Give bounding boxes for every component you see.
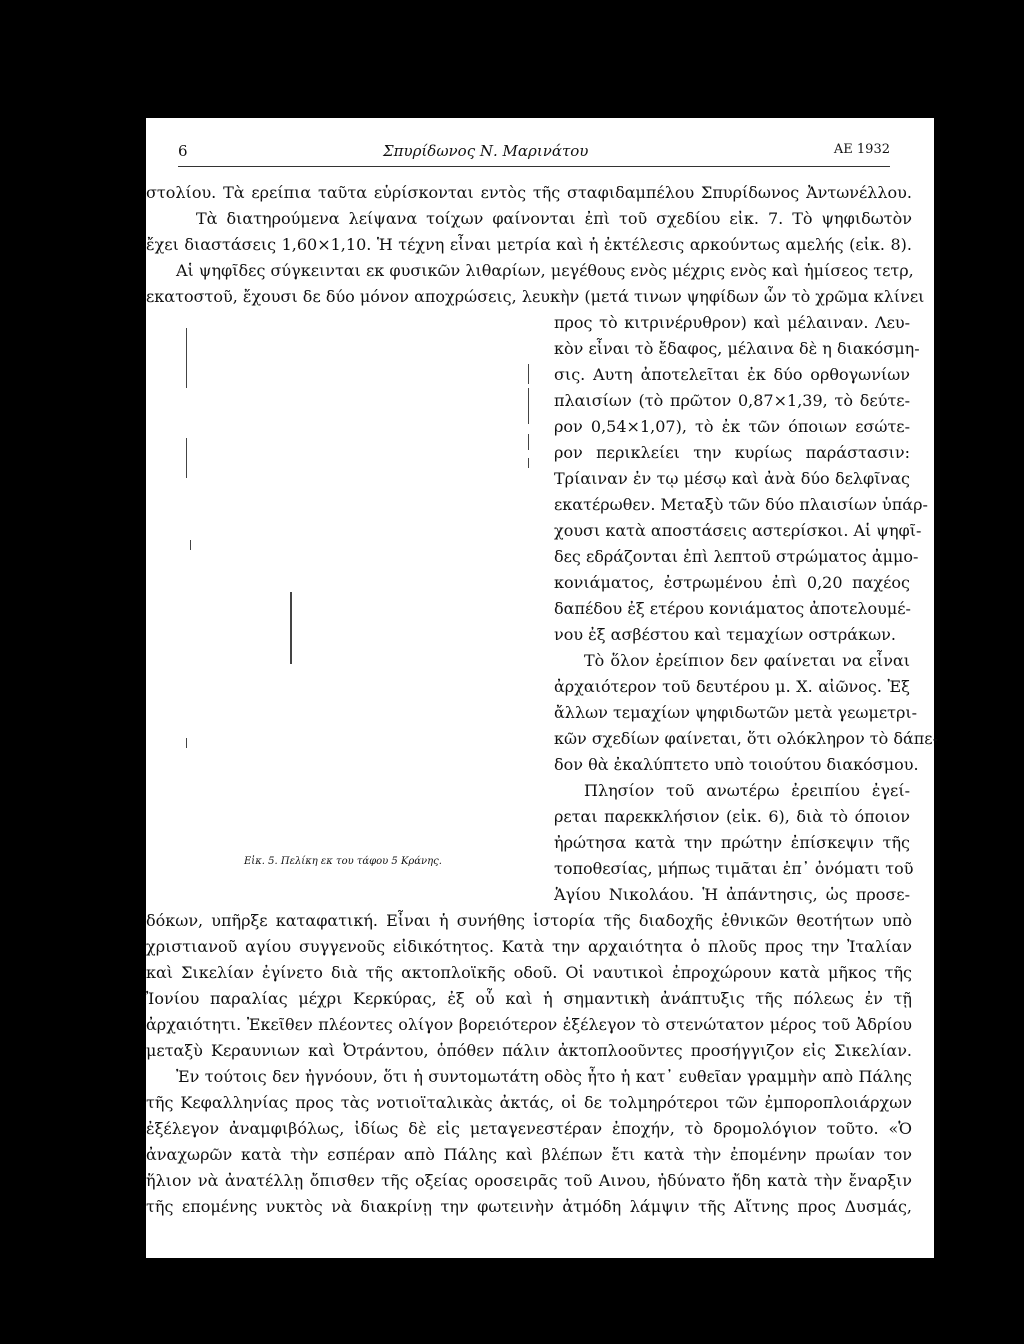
figure-mark — [186, 328, 187, 388]
text-line: δαπέδου ἐξ ετέρου κονιάματος ἀποτελουμέ- — [554, 599, 911, 618]
text-line: δες εδράζονται ἐπὶ λεπτοῦ στρώματος ἀμμο- — [554, 547, 919, 566]
text-line: δον θὰ ἐκαλύπτετο υπὸ τοιούτου διακόσμου. — [554, 755, 919, 774]
text-line: ἀναχωρῶν κατὰ τὴν εσπέραν απὸ Πάλης καὶ βλέπων ἔτι κατὰ τὴν ἐπομένην πρωίαν τον — [146, 1145, 912, 1164]
text-line: Τρίαιναν ἐν τῳ μέσῳ καὶ ἀνὰ δύο δελφῖνας — [554, 469, 910, 488]
text-line: ρεται παρεκκλήσιον (εἰκ. 6), διὰ τὸ όποιον — [554, 807, 910, 826]
page-header — [178, 142, 890, 172]
text-line: χριστιανοῦ αγίου συγγενοῦς εἰδικότητος. Κατὰ την αρχαιότητα ὁ πλοῦς προς την Ἰταλίαν — [146, 937, 912, 956]
figure-5-image-area — [186, 328, 530, 864]
figure-mark — [190, 540, 191, 550]
figure-mark — [290, 592, 292, 664]
text-line: κονιάματος, ἐστρωμένου ἐπὶ 0,20 παχέος — [554, 573, 910, 592]
text-line: καὶ Σικελίαν ἐγίνετο διὰ τῆς ακτοπλοϊκῆς οδοῦ. Οἱ ναυτικοὶ ἐπροχώρουν κατὰ μῆκος τῆς — [146, 963, 912, 982]
text-line: μεταξὺ Κεραυνιων καὶ Ὀτράντου, ὁπόθεν πάλιν ἀκτοπλοοῦντες προσήγγιζον εἰς Σικελίαν. — [146, 1041, 912, 1060]
text-line: τῆς Κεφαλληνίας προς τὰς νοτιοϊταλικὰς ἀκτάς, οἱ δε τολμηρότεροι τῶν ἐμποροπλοιάρχων — [146, 1093, 912, 1112]
text-line: Ἰονίου παραλίας μέχρι Κερκύρας, ἐξ οὗ καὶ ἡ σημαντικὴ ἀνάπτυξις τῆς πόλεως ἐν τῇ — [146, 989, 912, 1008]
text-line: χουσι κατὰ αποστάσεις αστερίσκοι. Αἱ ψηφῖ- — [554, 521, 922, 540]
header-rule — [178, 166, 890, 167]
figure-mark — [186, 438, 187, 478]
text-line: ρον περικλείει την κυρίως παράστασιν: — [554, 443, 910, 462]
text-line: εκατοστοῦ, ἔχουσι δε δύο μόνον αποχρώσεις, λευκὴν (μετά τινων ψηφίδων ὧν τὸ χρῶμα κλίνει — [146, 287, 925, 306]
text-line: ἀρχαιότερον τοῦ δευτέρου μ. Χ. αἰῶνος. Ἐξ — [554, 677, 910, 696]
text-line: ἐξέλεγον ἀναμφιβόλως, ἰδίως δὲ εἰς μεταγενεστέραν ἐποχήν, τὸ δρομολόγιον τοῦτο. «Ὁ — [146, 1119, 912, 1138]
text-line: Πλησίον τοῦ ανωτέρω ἐρειπίου ἐγεί- — [584, 781, 910, 800]
journal-reference: ΑΕ 1932 — [833, 142, 890, 157]
text-line: εκατέρωθεν. Μεταξὺ τῶν δύο πλαισίων ὑπάρ- — [554, 495, 928, 514]
text-line: πλαισίων (τὸ πρῶτον 0,87×1,39, τὸ δεύτε- — [554, 391, 910, 410]
figure-mark — [186, 738, 187, 748]
text-line: ἥλιον νὰ ἀνατέλλῃ ὄπισθεν τῆς οξείας οροσειρᾶς τοῦ Αινου, ἠδύνατο ἤδη κατὰ τὴν ἔναρξιν — [146, 1171, 912, 1190]
text-line: στολίου. Τὰ ερείπια ταῦτα εὑρίσκονται εντὸς τῆς σταφιδαμπέλου Σπυρίδωνος Ἀντωνέλλου. — [146, 183, 912, 202]
text-line: τῆς επομένης νυκτὸς νὰ διακρίνῃ την φωτεινὴν ἀτμόδη λάμψιν τῆς Αἴτνης προς Δυσμάς, — [146, 1197, 912, 1216]
text-line: Ἐν τούτοις δεν ἠγνόουν, ὅτι ἡ συντομωτάτη οδὸς ἦτο ἡ κατ᾽ ευθεῖαν γραμμὴν απὸ Πάλης — [176, 1067, 912, 1086]
text-line: τοποθεσίας, μήπως τιμᾶται ἐπ᾽ ὀνόματι τοῦ — [554, 859, 914, 878]
text-line: κῶν σχεδίων φαίνεται, ὅτι ολόκληρον τὸ δάπε- — [554, 729, 938, 748]
text-line: Αἱ ψηφῖδες σύγκεινται εκ φυσικῶν λιθαρίων, μεγέθους ενὸς μέχρις ενὸς καὶ ἡμίσεος τετρ, — [176, 261, 914, 280]
text-line: Τὰ διατηρούμενα λείψανα τοίχων φαίνονται ἐπὶ τοῦ σχεδίου εἰκ. 7. Τὸ ψηφιδωτὸν — [196, 209, 912, 228]
figure-mark — [528, 388, 529, 424]
text-line: νου ἐξ ασβέστου καὶ τεμαχίων οστράκων. — [554, 625, 896, 644]
text-line: προς τὸ κιτρινέρυθρον) καὶ μέλαιναν. Λευ- — [554, 313, 910, 332]
page-number: 6 — [178, 142, 188, 160]
figure-caption: Εἰκ. 5. Πελίκη εκ του τάφου 5 Κράνης. — [244, 856, 442, 867]
text-line: ἀρχαιότητι. Ἐκεῖθεν πλέοντες ολίγον βορειότερον ἐξέλεγον τὸ στενώτατον μέρος τοῦ Ἀδρίου — [146, 1015, 912, 1034]
figure-mark — [528, 434, 529, 450]
text-line: κὸν εἶναι τὸ ἔδαφος, μέλαινα δὲ η διακόσμη- — [554, 339, 920, 358]
text-line: Τὸ ὅλον ἐρείπιον δεν φαίνεται να εἶναι — [584, 651, 910, 670]
text-line: δόκων, υπῆρξε καταφατική. Εἶναι ἡ συνήθης ἱστορία τῆς διαδοχῆς ἐθνικῶν θεοτήτων υπὸ — [146, 911, 912, 930]
running-title: Σπυρίδωνος Ν. Μαρινάτου — [383, 142, 589, 160]
figure-mark — [528, 458, 529, 468]
text-line: ἄλλων τεμαχίων ψηφιδωτῶν μετὰ γεωμετρι- — [554, 703, 918, 722]
text-line: ἔχει διαστάσεις 1,60×1,10. Ἡ τέχνη εἶναι μετρία καὶ ἡ ἐκτέλεσις αρκούντως αμελής (εἰκ. 8). — [146, 235, 912, 254]
text-line: ρον 0,54×1,07), τὸ ἐκ τῶν όποιων εσώτε- — [554, 417, 910, 436]
figure-mark — [528, 364, 529, 384]
text-line: Ἁγίου Νικολάου. Ἡ ἀπάντησις, ὡς προσε- — [554, 885, 910, 904]
document-page — [146, 118, 938, 1258]
text-line: ἠρώτησα κατὰ την πρώτην ἐπίσκεψιν τῆς — [554, 833, 910, 852]
text-line: σις. Αυτη ἀποτελεῖται ἐκ δύο ορθογωνίων — [554, 365, 910, 384]
